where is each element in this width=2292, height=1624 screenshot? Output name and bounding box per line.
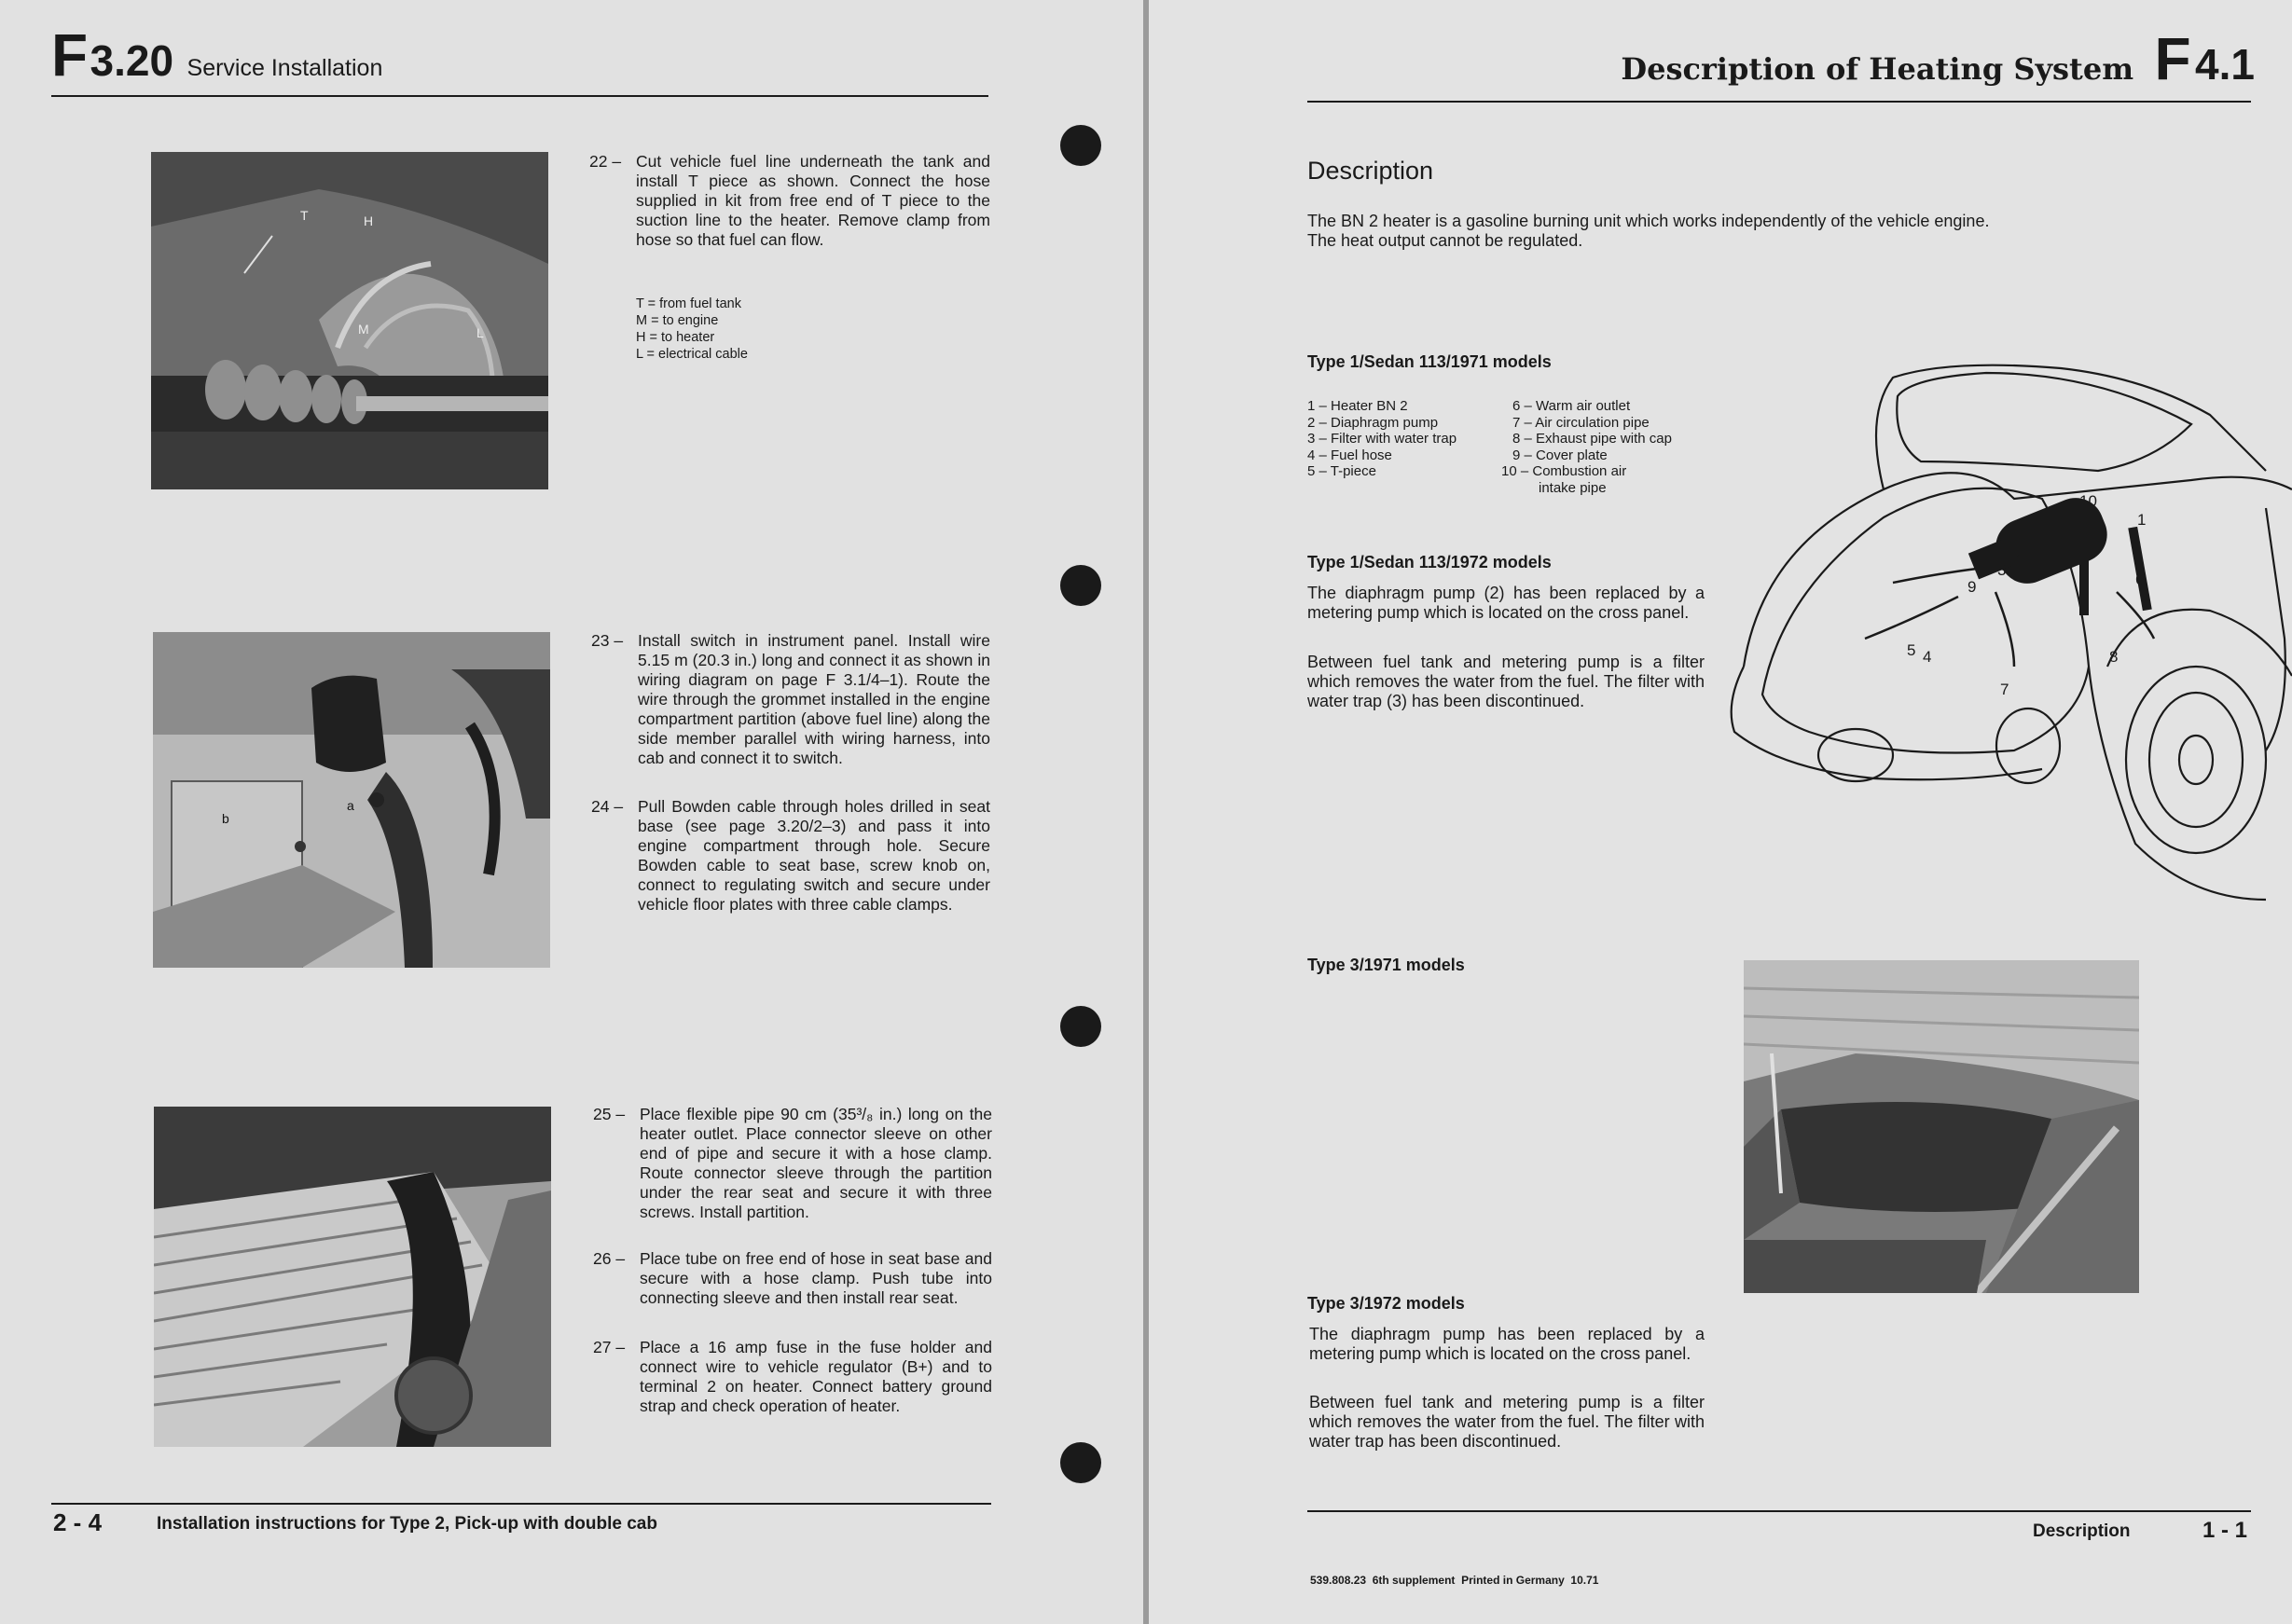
photo-label-t: T: [300, 208, 309, 223]
step-text: Place flexible pipe 90 cm (35³/₈ in.) long on the heater outlet. Place connector sleeve on other end of pipe and secure it with a hose clamp. Route connector sleeve through the partition under the rear seat and secure it with three screws. Install partition.: [640, 1105, 992, 1221]
parts-list-left: [1307, 398, 1457, 480]
step-number: 23 –: [591, 631, 624, 650]
parts-list-right: [1501, 398, 1672, 497]
step-26: [593, 1249, 992, 1308]
step-22: [589, 152, 990, 250]
step-text: Pull Bowden cable through holes drilled in seat base (see page 3.20/2–3) and pass it into engine compartment through hole. Secure Bowden cable to seat base, screw knob on, connect to regulating switch and secure under vehicle floor plates with three cable clamps.: [638, 797, 990, 914]
part-item: 5 – T-piece: [1307, 463, 1376, 480]
part-item: 2 – Diaphragm pump: [1307, 414, 1439, 431]
photo-label-h: H: [364, 213, 374, 228]
legend-item: M = to engine: [636, 313, 719, 328]
header-rule: [51, 95, 988, 97]
type3-1972-heading: Type 3/1972 models: [1307, 1294, 1465, 1313]
step-text: Cut vehicle fuel line underneath the tank and install T piece as shown. Connect the hose supplied in kit from free end of T piece to the suction line to the heater. Remove clamp from hose so that fuel can flow.: [636, 152, 990, 249]
diagram-label: 1: [2137, 511, 2147, 529]
photo-label-a: a: [347, 798, 354, 813]
intro-line: The BN 2 heater is a gasoline burning unit which works independently of the vehicle engine.: [1307, 212, 1990, 230]
photo-type3-trunk-graphic: [1744, 960, 2139, 1293]
step-number: 25 –: [593, 1105, 626, 1123]
part-item: 9 – Cover plate: [1512, 447, 1608, 463]
left-footer-page: 2 - 4: [53, 1508, 103, 1536]
left-footer-text: Installation instructions for Type 2, Pick-up with double cab: [157, 1514, 657, 1534]
footer-rule: [51, 1503, 991, 1505]
section-number: 3.20: [90, 36, 174, 85]
diagram-label: 5: [1907, 641, 1916, 659]
photo-label-l: L: [476, 325, 484, 340]
diagram-label: 8: [2109, 648, 2119, 666]
section-title: Description of Heating System: [1621, 51, 2134, 87]
photo-fuel-line: [151, 152, 548, 489]
step-number: 22 –: [589, 152, 622, 171]
photo-rear-seat-graphic: [154, 1107, 551, 1447]
step-number: 24 –: [591, 797, 624, 816]
binder-hole: [1060, 125, 1101, 166]
heater-location-diagram: [1706, 359, 2292, 909]
type1-1971-heading: Type 1/Sedan 113/1971 models: [1307, 352, 1552, 371]
part-item: 3 – Filter with water trap: [1307, 431, 1457, 447]
left-page: [0, 0, 1145, 1624]
type1-1972-p1: The diaphragm pump (2) has been replaced by a metering pump which is located on the cross panel.: [1307, 584, 1705, 622]
footer-rule: [1307, 1510, 2251, 1512]
binder-hole: [1060, 1006, 1101, 1047]
photo-label-m: M: [358, 322, 369, 337]
step-number: 26 –: [593, 1249, 626, 1268]
diagram-label: 6: [2135, 571, 2145, 588]
left-header: [51, 21, 382, 89]
type3-1972-p2: Between fuel tank and metering pump is a filter which removes the water from the fuel. The filter with water trap has been discontinued.: [1309, 1393, 1705, 1451]
photo-type3-trunk: [1744, 960, 2139, 1293]
type3-1971-heading: Type 3/1971 models: [1307, 956, 1465, 974]
diagram-label: 4: [1923, 648, 1932, 666]
type1-1972-heading: Type 1/Sedan 113/1972 models: [1307, 553, 1552, 571]
step-23: [591, 631, 990, 768]
header-rule: [1307, 101, 2251, 103]
type3-1972-p1: The diaphragm pump has been replaced by a metering pump which is located on the cross panel.: [1309, 1325, 1705, 1363]
step-number: 27 –: [593, 1338, 626, 1356]
step-25: [593, 1105, 992, 1222]
step-24: [591, 797, 990, 915]
binder-hole: [1060, 1442, 1101, 1483]
photo-fuel-line-graphic: [151, 152, 548, 489]
legend-item: T = from fuel tank: [636, 296, 741, 311]
section-letter: F: [51, 21, 87, 89]
step-text: Install switch in instrument panel. Install wire 5.15 m (20.3 in.) long and connect it as shown in wiring diagram on page F 3.1/4–1). Route the wire through the grommet installed in the engine compartment partition (above fuel line) along the side member parallel with wiring harness, into cab and connect it to switch.: [638, 631, 990, 767]
diagram-label: 9: [1968, 578, 1977, 596]
section-letter: F: [2154, 25, 2191, 92]
diagram-label: 3: [1997, 561, 2007, 579]
section-number: 4.1: [2195, 40, 2255, 89]
diagram-label: 2: [2016, 544, 2025, 562]
print-info: 539.808.23 6th supplement Printed in Germany 10.71: [1310, 1574, 1599, 1587]
part-item: 8 – Exhaust pipe with cap: [1512, 431, 1672, 447]
right-header: [1621, 24, 2255, 93]
right-footer-page: 1 - 1: [2202, 1518, 2248, 1543]
description-heading: Description: [1307, 157, 1434, 185]
part-item: 7 – Air circulation pipe: [1512, 414, 1650, 431]
legend-item: L = electrical cable: [636, 347, 748, 362]
section-title: Service Installation: [186, 55, 383, 81]
part-item: intake pipe: [1539, 479, 1607, 496]
step-text: Place tube on free end of hose in seat base and secure with a hose clamp. Push tube into connecting sleeve and then install rear seat.: [640, 1249, 992, 1307]
intro-text: [1307, 212, 2184, 251]
binder-hole: [1060, 565, 1101, 606]
right-footer-label: Description: [2033, 1521, 2131, 1541]
step-27: [593, 1338, 992, 1416]
photo-legend: [636, 296, 748, 363]
legend-item: H = to heater: [636, 330, 715, 345]
part-item: 6 – Warm air outlet: [1512, 398, 1631, 414]
diagram-label: 7: [2000, 681, 2009, 698]
type1-1972-p2: Between fuel tank and metering pump is a filter which removes the water from the fuel. The filter with water trap (3) has been discontinued.: [1307, 653, 1705, 710]
part-item: 1 – Heater BN 2: [1307, 398, 1408, 414]
photo-engine-compartment: [153, 632, 550, 968]
step-text: Place a 16 amp fuse in the fuse holder and connect wire to vehicle regulator (B+) and to terminal 2 on heater. Connect battery ground strap and check operation of heater.: [640, 1338, 992, 1415]
part-item: 10 – Combustion air: [1501, 463, 1627, 480]
part-item: 4 – Fuel hose: [1307, 447, 1392, 463]
right-page: [1149, 0, 2292, 1624]
photo-rear-seat: [154, 1107, 551, 1447]
photo-label-b: b: [222, 811, 229, 826]
diagram-label: 10: [2079, 492, 2097, 510]
intro-line: The heat output cannot be regulated.: [1307, 231, 1583, 250]
